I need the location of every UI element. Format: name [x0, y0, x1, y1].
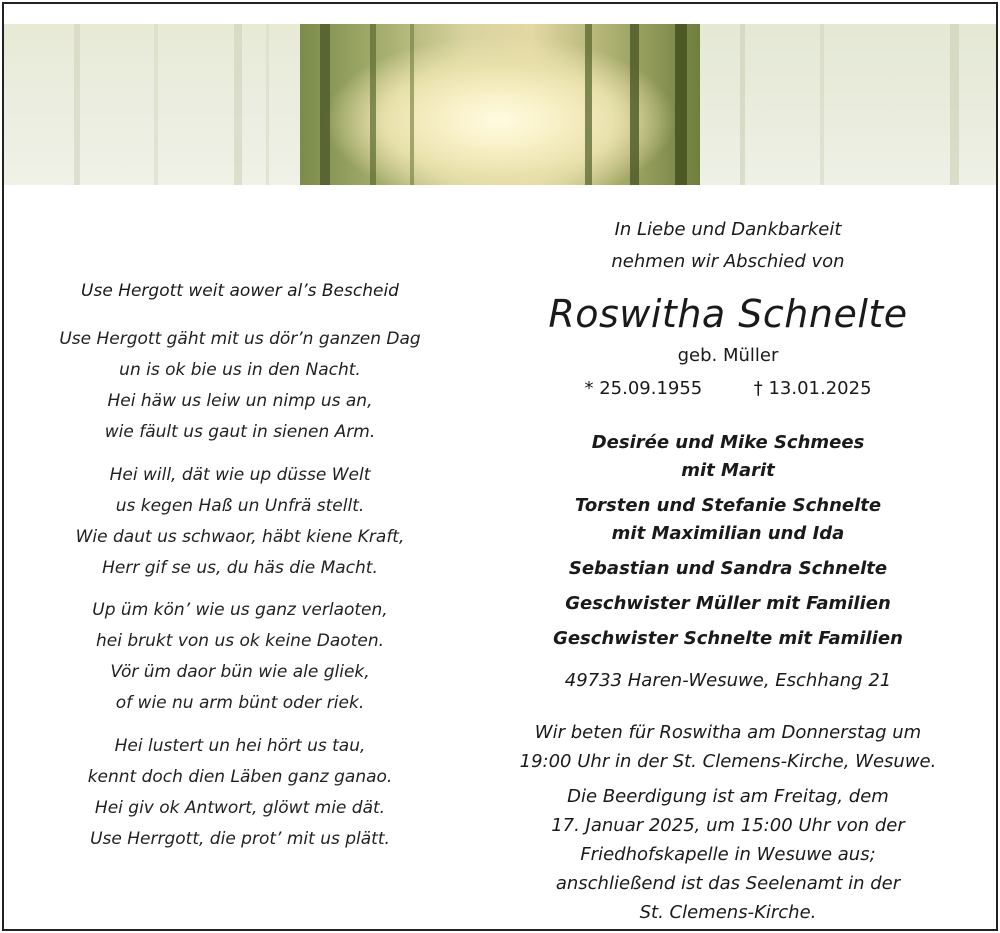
family-line: Desirée und Mike Schmees: [591, 432, 865, 453]
poem-line: Wie daut us schwaor, häbt kiene Kraft,: [75, 527, 405, 547]
deceased-name: Roswitha Schnelte: [548, 292, 908, 336]
banner-right-panel: [700, 24, 996, 185]
funeral-notice: [478, 782, 978, 927]
family-line: Geschwister Müller mit Familien: [565, 593, 891, 614]
family-group-3: [478, 555, 978, 583]
prayer-line: Wir beten für Roswitha am Donnerstag um: [534, 722, 922, 743]
life-dates: [478, 378, 978, 399]
poem-stanza-3: [20, 595, 460, 719]
family-line: Geschwister Schnelte mit Familien: [553, 628, 903, 649]
funeral-line: Die Beerdigung ist am Freitag, dem: [567, 786, 889, 807]
prayer-line: 19:00 Uhr in der St. Clemens-Kirche, Wesuwe.: [519, 751, 937, 772]
funeral-line: St. Clemens-Kirche.: [639, 902, 817, 923]
banner-center-panel: [300, 24, 700, 185]
poem-line: Use Hergott gäht mit us dör’n ganzen Dag: [59, 329, 421, 349]
intro-text: [478, 214, 978, 278]
family-line: mit Maximilian und Ida: [611, 523, 845, 544]
intro-line: nehmen wir Abschied von: [611, 251, 845, 272]
funeral-line: anschließend ist das Seelenamt in der: [555, 873, 901, 894]
birth-name: geb. Müller: [677, 345, 779, 366]
poem-line: Up üm kön’ wie us ganz verlaoten,: [92, 600, 388, 620]
poem-line: wie fäult us gaut in sienen Arm.: [104, 422, 376, 442]
poem-line: un is ok bie us in den Nacht.: [119, 360, 361, 380]
poem-line: hei brukt von us ok keine Daoten.: [95, 631, 385, 651]
poem-line: kennt doch dien Läben ganz ganao.: [87, 767, 393, 787]
family-group-4: [478, 590, 978, 618]
poem-stanza-2: [20, 460, 460, 584]
prayer-notice: [478, 718, 978, 776]
funeral-line: Friedhofskapelle in Wesuwe aus;: [580, 844, 876, 865]
poem-line: Hei häw us leiw un nimp us an,: [107, 391, 373, 411]
poem-line: us kegen Haß un Unfrä stellt.: [115, 496, 365, 516]
poem-title: Use Hergott weit aower al’s Bescheid: [81, 281, 399, 301]
family-line: Torsten und Stefanie Schnelte: [574, 495, 882, 516]
family-group-5: [478, 625, 978, 653]
poem-line: of wie nu arm bünt oder riek.: [115, 693, 365, 713]
family-group-1: [478, 429, 978, 485]
poem-stanza-1: [20, 324, 460, 448]
poem-line: Hei will, dät wie up düsse Welt: [109, 465, 371, 485]
poem-line: Use Herrgott, die prot’ mit us plätt.: [90, 829, 390, 849]
forest-banner-image: [4, 24, 996, 185]
family-line: mit Marit: [681, 460, 775, 481]
banner-left-panel: [4, 24, 300, 185]
poem-stanza-4: [20, 731, 460, 855]
intro-line: In Liebe und Dankbarkeit: [614, 219, 842, 240]
family-line: Sebastian und Sandra Schnelte: [568, 558, 888, 579]
poem-line: Hei lustert un hei hört us tau,: [114, 736, 366, 756]
family-group-2: [478, 492, 978, 548]
poem-line: Hei giv ok Antwort, glöwt mie dät.: [94, 798, 386, 818]
birth-date: * 25.09.1955: [584, 378, 703, 399]
address: 49733 Haren-Wesuwe, Eschhang 21: [564, 670, 892, 691]
funeral-line: 17. Januar 2025, um 15:00 Uhr von der: [551, 815, 905, 836]
poem-line: Herr gif se us, du häs die Macht.: [102, 558, 378, 578]
poem-line: Vör üm daor bün wie ale gliek,: [110, 662, 370, 682]
death-date: † 13.01.2025: [753, 378, 872, 399]
